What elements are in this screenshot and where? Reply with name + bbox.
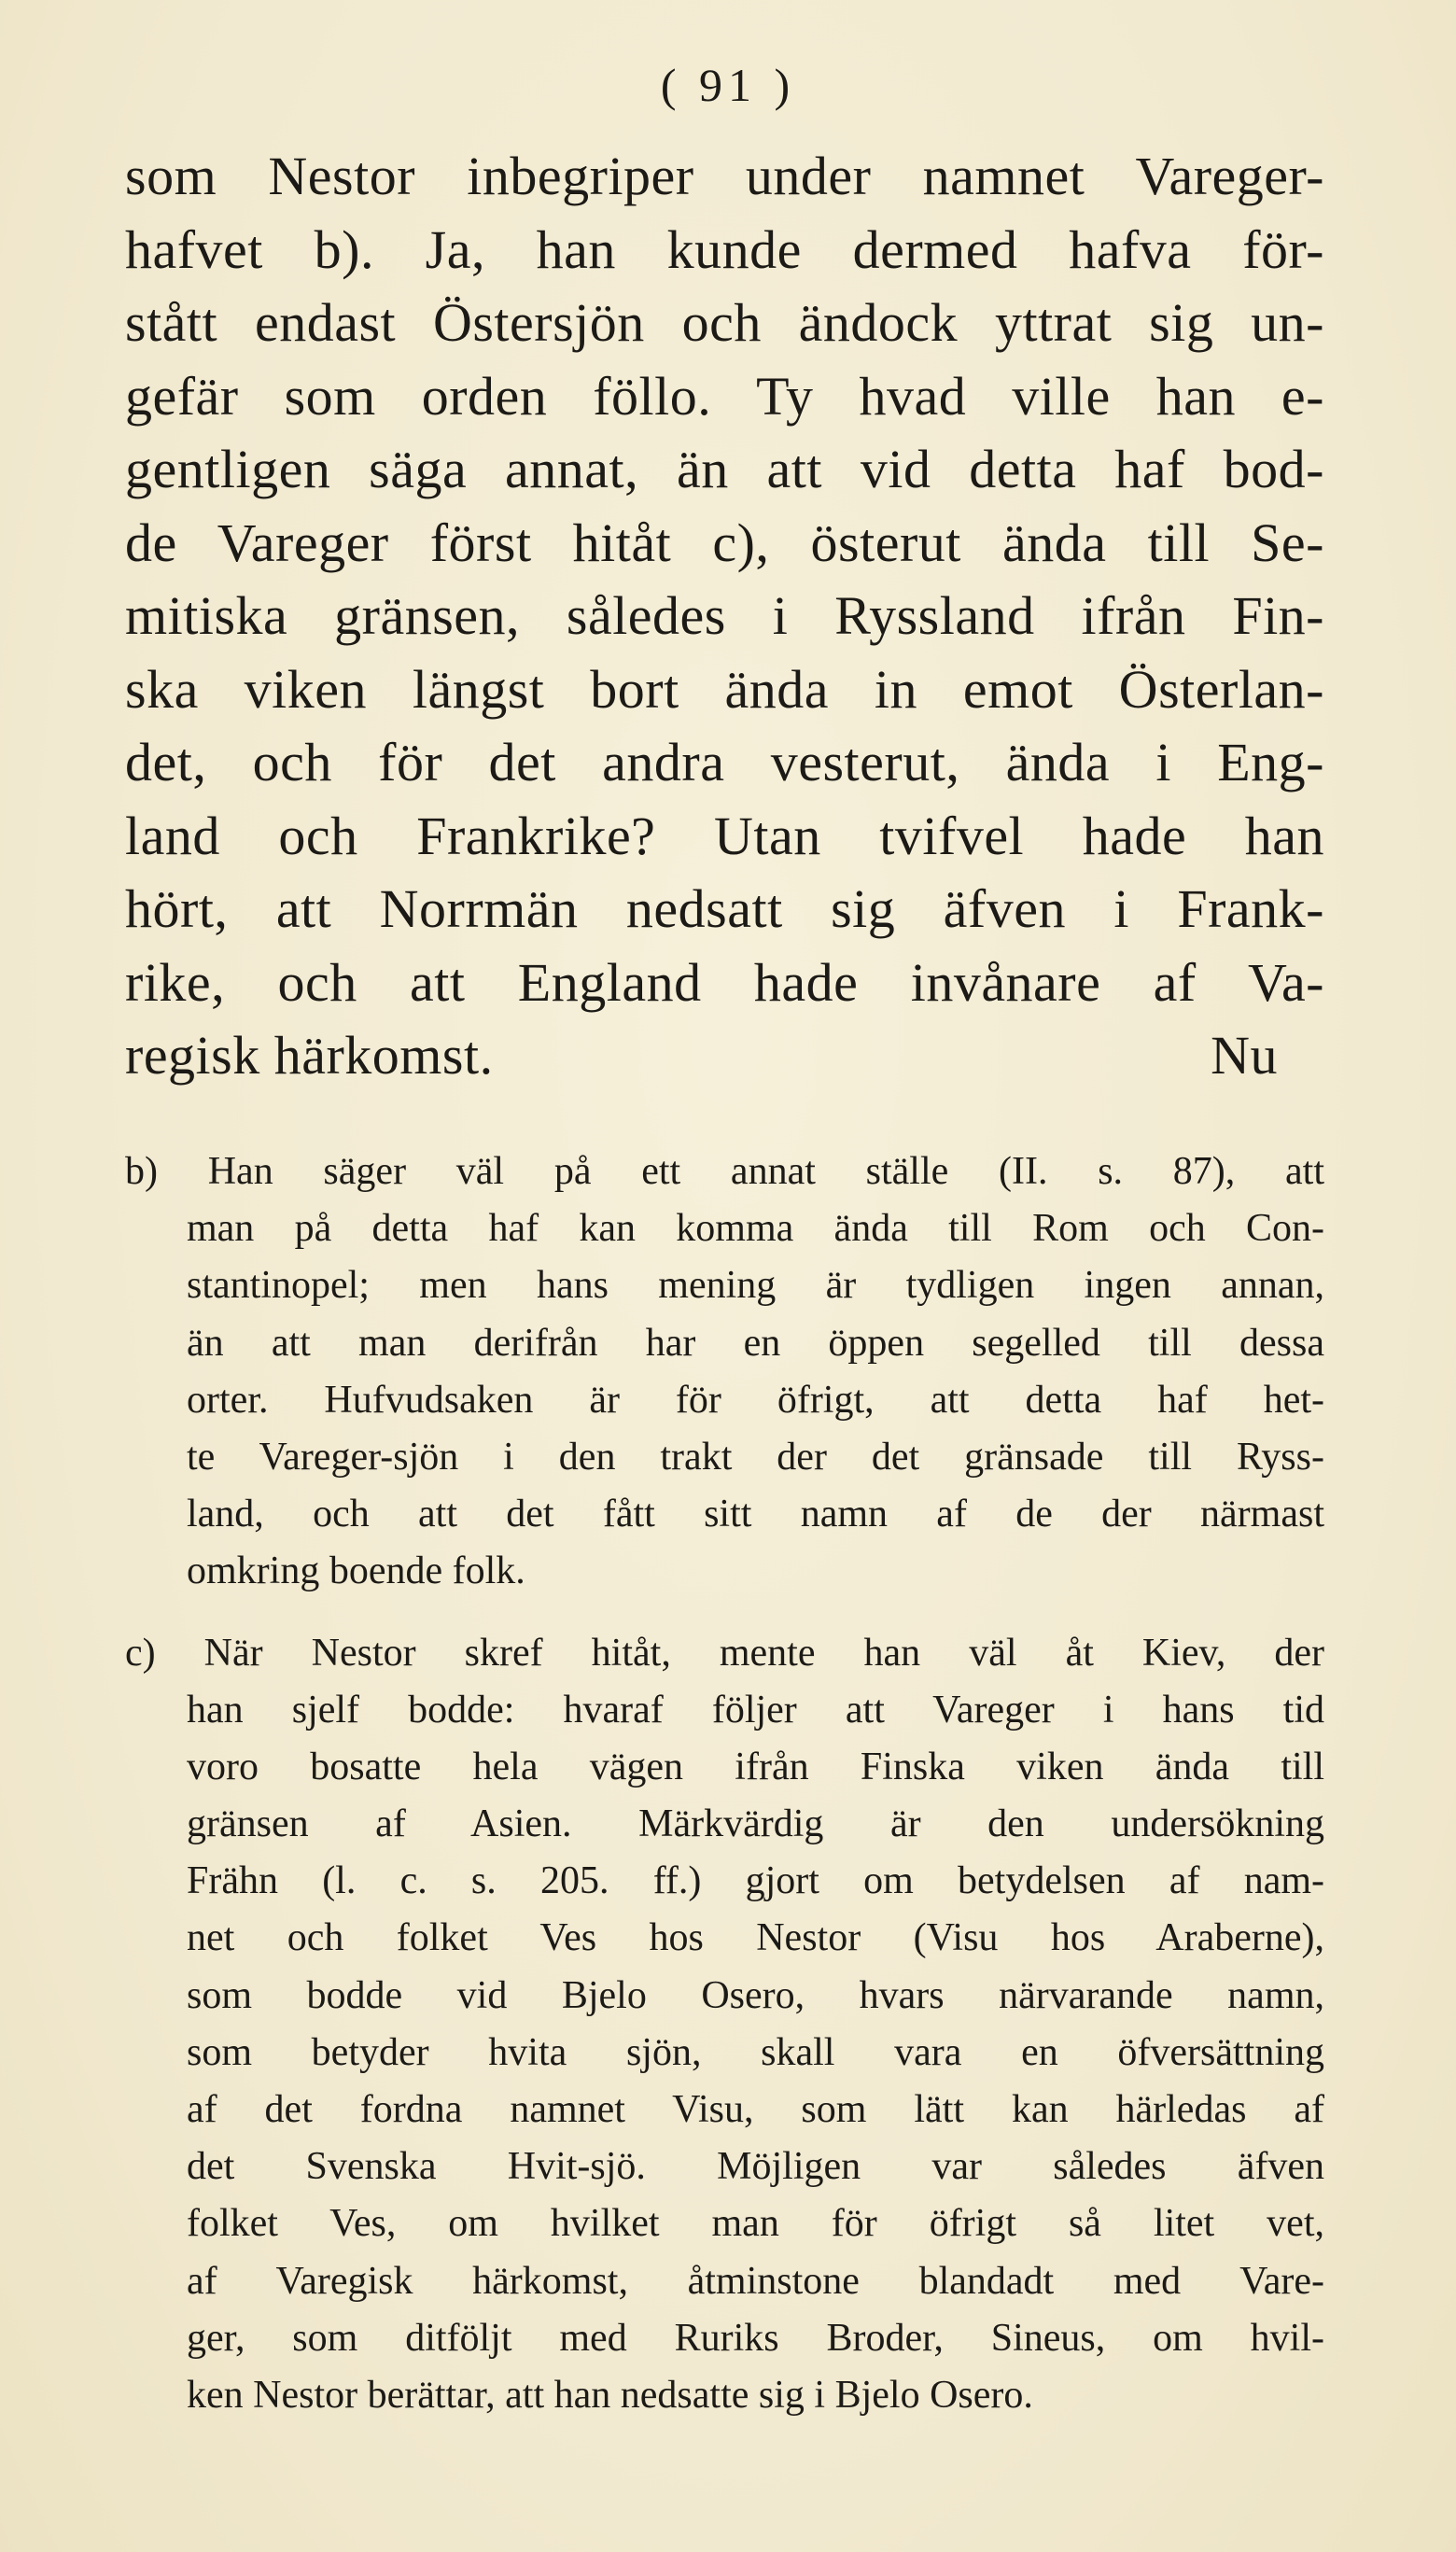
text-line: de Vareger först hitåt c), österut ända till Se-	[125, 512, 1324, 573]
text-line: ska viken längst bort ända in emot Österlan-	[125, 658, 1324, 720]
text-line: rike, och att England hade invånare af Va-	[125, 951, 1324, 1013]
footnote-line: te Vareger-sjön i den trakt der det gränsade till Ryss-	[187, 1435, 1324, 1479]
footnote-line: stantinopel; men hans mening är tydligen ingen annan,	[187, 1264, 1324, 1308]
footnote-line: c) När Nestor skref hitåt, mente han väl åt Kiev, der	[125, 1631, 1324, 1675]
footnote-b	[125, 1143, 1324, 1601]
footnote-line: Frähn (l. c. s. 205. ff.) gjort om betydelsen af nam-	[187, 1859, 1324, 1903]
footnote-line: folket Ves, om hvilket man för öfrigt så litet vet,	[187, 2202, 1324, 2246]
footnote-line: b) Han säger väl på ett annat ställe (II. s. 87), att	[125, 1150, 1324, 1193]
text-line: hafvet b). Ja, han kunde dermed hafva för-	[125, 218, 1324, 280]
footnote-line: än att man derifrån har en öppen segelled till dessa	[187, 1321, 1324, 1365]
footnote-gap	[125, 1601, 1324, 1625]
footnote-line: man på detta haf kan komma ända till Rom och Con-	[187, 1207, 1324, 1251]
footnote-line: land, och att det fått sitt namn af de der närmast	[187, 1493, 1324, 1536]
page-number: ( 91 )	[660, 59, 796, 111]
footnotes	[125, 1143, 1324, 2424]
footnote-line: som bodde vid Bjelo Osero, hvars närvarande namn,	[187, 1973, 1324, 2017]
footnote-line: som betyder hvita sjön, skall vara en öfversättning	[187, 2030, 1324, 2074]
footnote-line: omkring boende folk.	[187, 1549, 525, 1593]
text-line: som Nestor inbegriper under namnet Vareger-	[125, 146, 1324, 206]
footnote-line: ken Nestor berättar, att han nedsatte sig i Bjelo Osero.	[187, 2373, 1033, 2417]
footnote-c	[125, 1625, 1324, 2425]
last-text-line	[125, 1019, 1324, 1093]
text-line: hört, att Norrmän nedsatt sig äfven i Frank-	[125, 878, 1324, 939]
text-line: regisk härkomst.	[125, 1025, 494, 1086]
text-line: gentligen säga annat, än att vid detta haf bod-	[125, 439, 1324, 499]
footnote-line: han sjelf bodde: hvaraf följer att Vareger i hans tid	[187, 1688, 1324, 1732]
footnote-line: af Varegisk härkomst, åtminstone blandadt med Vare-	[187, 2259, 1324, 2303]
footnote-line: voro bosatte hela vägen ifrån Finska viken ända till	[187, 1745, 1324, 1788]
footnote-line: gränsen af Asien. Märkvärdig är den undersökning	[187, 1802, 1324, 1846]
text-line: det, och för det andra vesterut, ända i Eng-	[125, 732, 1324, 792]
footnote-line: af det fordna namnet Visu, som lätt kan härledas af	[187, 2088, 1324, 2131]
text-line: land och Frankrike? Utan tvifvel hade han	[125, 805, 1324, 866]
text-line: stått endast Östersjön och ändock yttrat sig un-	[125, 292, 1324, 353]
main-text	[125, 140, 1324, 1093]
footnote-line: ger, som ditföljt med Ruriks Broder, Sineus, om hvil-	[187, 2316, 1324, 2360]
footnote-line: net och folket Ves hos Nestor (Visu hos Araberne),	[187, 1916, 1324, 1960]
catchword: Nu	[1211, 1025, 1278, 1086]
footnote-line: orter. Hufvudsaken är för öfrigt, att detta haf het-	[187, 1378, 1324, 1422]
footnote-line: det Svenska Hvit-sjö. Möjligen var således äfven	[187, 2145, 1324, 2189]
text-line: mitiska gränsen, således i Ryssland ifrån Fin-	[125, 585, 1324, 646]
text-line: gefär som orden föllo. Ty hvad ville han e-	[125, 365, 1324, 427]
